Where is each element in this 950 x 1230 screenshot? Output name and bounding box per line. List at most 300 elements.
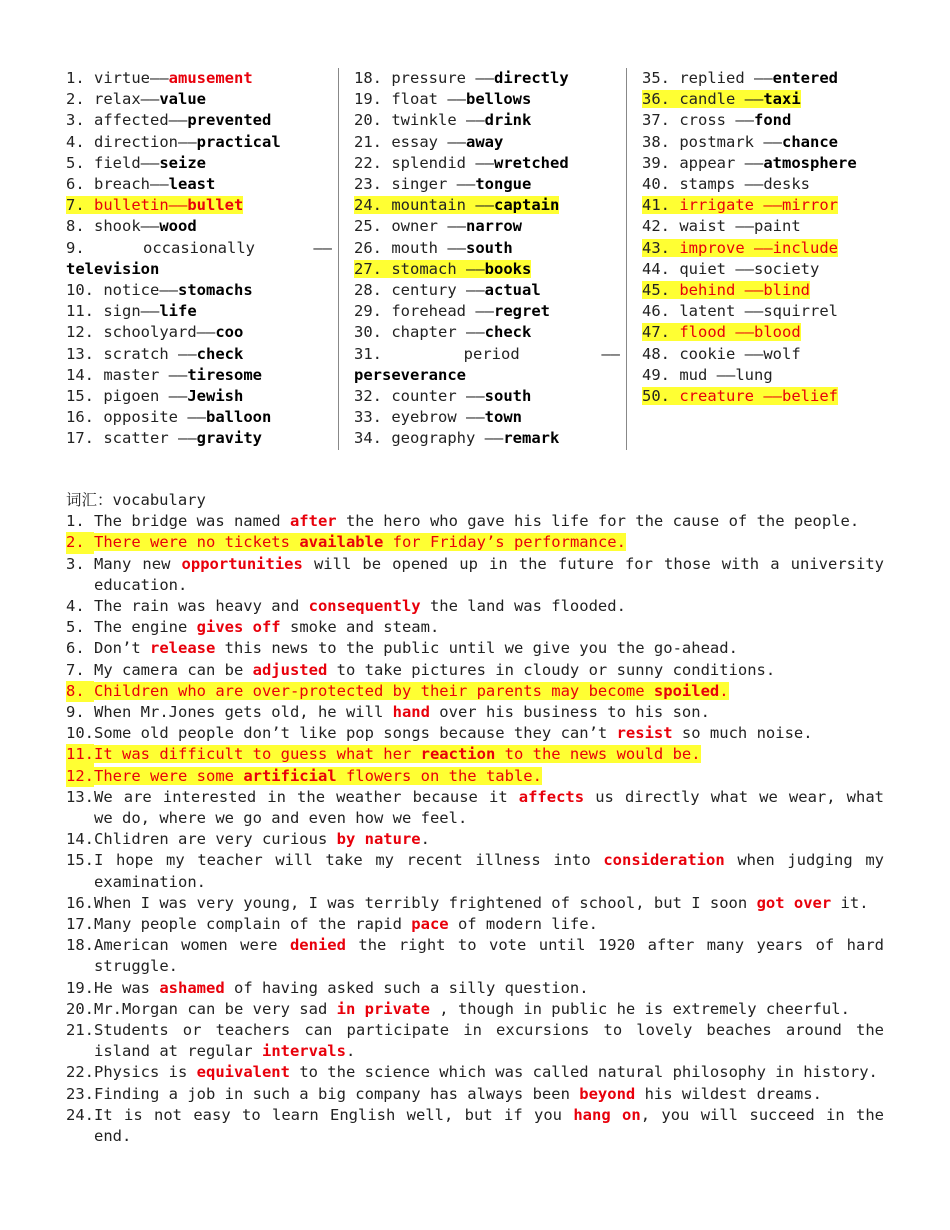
word: occasionally	[143, 238, 255, 257]
sentence-fragment: I hope my teacher will take my recent illness into	[94, 851, 604, 870]
sentence-fragment: When Mr.Jones gets old, he will	[94, 703, 393, 722]
word-pair-row	[354, 174, 620, 195]
word-pair-row	[642, 280, 862, 301]
word-pair	[354, 217, 522, 235]
keyword: after	[289, 512, 337, 531]
word: affected	[94, 111, 169, 130]
word-pair-row	[354, 68, 620, 89]
word: relax	[94, 90, 141, 109]
word: mouth	[391, 238, 448, 257]
word-pair	[66, 217, 197, 235]
dash: ——	[187, 408, 206, 427]
sentence-item	[66, 787, 884, 829]
sentence-number: 13.	[66, 787, 94, 806]
word: stomach	[391, 259, 466, 278]
item-number: 8.	[66, 217, 94, 236]
dash: ——	[196, 323, 216, 342]
sentence-number: 2.	[66, 532, 94, 553]
dash: ——	[465, 259, 485, 278]
word-pair-row	[354, 132, 620, 153]
answer-word: prevented	[187, 111, 272, 130]
dash: ——	[744, 175, 764, 194]
item-number: 40.	[642, 175, 680, 194]
sentence-text	[94, 978, 884, 999]
sentence-fragment: .	[719, 681, 729, 700]
word-pair	[642, 175, 810, 193]
word-pair	[354, 429, 559, 447]
word-pair-row	[66, 174, 332, 195]
sentence-item	[66, 723, 884, 744]
word-pair-row	[642, 386, 862, 407]
sentence-fragment: Many people complain of the rapid	[94, 915, 412, 934]
word-pair-row	[354, 280, 620, 301]
sentence-number: 16.	[66, 893, 94, 912]
sentence-fragment: over his business to his son.	[429, 703, 710, 722]
sentence-fragment: to the science which was called natural philosophy in history.	[289, 1063, 878, 1082]
sentence-text	[94, 554, 884, 596]
dash: ——	[465, 281, 485, 300]
keyword: affects	[518, 787, 585, 806]
answer-word: wolf	[763, 344, 801, 363]
sentence-fragment: The bridge was named	[94, 512, 290, 531]
dash: ——	[150, 69, 169, 87]
dash: ——	[744, 344, 764, 363]
answer-word: amusement	[168, 69, 253, 87]
word-pair	[354, 387, 531, 405]
word-pair	[642, 323, 801, 341]
word-pair-row	[354, 259, 620, 280]
word-pair-row	[66, 110, 332, 131]
sentence-number: 11.	[66, 744, 94, 765]
answer-word: tiresome	[187, 365, 262, 384]
word-pair	[642, 111, 791, 129]
item-number: 25.	[354, 217, 392, 236]
sentence-fragment: Students or teachers can participate in excursions to lovely beaches around the island at regular	[94, 1021, 884, 1061]
sentence-text	[94, 638, 884, 659]
sentence-fragment: Physics is	[94, 1063, 197, 1082]
word-pair-row	[642, 174, 862, 195]
dash: ——	[159, 281, 178, 300]
answer-word: life	[159, 302, 197, 321]
item-number: 49.	[642, 365, 680, 384]
answer-word: society	[754, 259, 820, 278]
sentence-item	[66, 978, 884, 999]
answer-word: coo	[215, 323, 244, 342]
dash: ——	[735, 111, 754, 130]
word-pair-row	[642, 259, 862, 280]
word: improve	[679, 238, 754, 257]
sentence-text	[94, 893, 884, 914]
word-pair	[642, 196, 838, 214]
word: virtue	[94, 69, 150, 87]
dash: ——	[763, 132, 782, 151]
answer-word: belief	[782, 387, 838, 406]
sentence-text	[94, 617, 884, 638]
word: creature	[679, 387, 764, 406]
sentence-number: 22.	[66, 1063, 94, 1082]
sentence-fragment: flowers on the table.	[336, 766, 542, 785]
word-pair-row	[66, 68, 332, 89]
word: shook	[94, 217, 141, 236]
word: bulletin	[94, 196, 169, 215]
word-pair	[354, 69, 569, 87]
dash: ——	[313, 238, 332, 257]
item-number: 22.	[354, 153, 392, 172]
item-number: 6.	[66, 175, 94, 194]
sentence-text	[94, 744, 884, 765]
dash: ——	[465, 323, 485, 342]
word-pair	[66, 387, 243, 405]
answer-word: tongue	[475, 175, 532, 194]
dash: ——	[140, 153, 160, 172]
item-number: 7.	[66, 196, 94, 215]
dash: ——	[168, 365, 188, 384]
item-number: 14.	[66, 365, 104, 384]
item-number: 32.	[354, 387, 392, 406]
sentence-fragment: , though in public he is extremely cheerful.	[429, 999, 850, 1018]
word-pair-row	[354, 216, 620, 237]
word-pair-row	[642, 322, 862, 343]
sentence-item	[66, 999, 884, 1020]
sentence-item	[66, 850, 884, 892]
word-pair-row	[66, 132, 332, 153]
sentence-number: 20.	[66, 999, 94, 1018]
word: flood	[679, 323, 736, 342]
answer-word: lung	[735, 365, 773, 384]
sentence-fragment: My camera can be	[94, 660, 253, 679]
sentence-number: 17.	[66, 915, 94, 934]
sentence-number: 8.	[66, 681, 94, 702]
word-pair	[642, 69, 838, 87]
word-pair	[642, 239, 838, 257]
word-pair-row	[354, 110, 620, 131]
sentence-text	[94, 1020, 884, 1062]
sentence-item	[66, 1020, 884, 1062]
answer-word: mirror	[782, 196, 838, 215]
answer-word: blind	[763, 281, 810, 300]
answer-word: stomachs	[178, 281, 253, 300]
sentence-fragment: When I was very young, I was terribly frightened of school, but I soon	[94, 893, 757, 912]
word-pair	[66, 429, 262, 447]
item-number: 23.	[354, 175, 392, 194]
item-number: 29.	[354, 302, 392, 321]
sentence-fragment: There were no tickets	[94, 533, 300, 552]
sentence-item	[66, 702, 884, 723]
vocabulary-title: 词汇：vocabulary	[66, 491, 206, 509]
word: breach	[94, 175, 150, 194]
word-pair-row	[354, 407, 620, 428]
word-pair	[66, 133, 281, 151]
item-number: 5.	[66, 153, 94, 172]
sentence-fragment: to the news would be.	[495, 745, 701, 764]
word: chapter	[391, 323, 466, 342]
sentence-fragment: .	[345, 1042, 356, 1061]
word-pair	[354, 239, 513, 257]
answer-word: perseverance	[354, 365, 466, 384]
answer-word: value	[159, 90, 207, 109]
word-pair-row	[66, 322, 332, 343]
dash: ——	[475, 153, 494, 172]
item-number: 34.	[354, 429, 392, 448]
word: float	[391, 90, 448, 109]
dash: ——	[447, 217, 466, 236]
sentence-item	[66, 1105, 884, 1147]
keyword: adjusted	[252, 660, 328, 679]
answer-word: balloon	[206, 408, 272, 427]
item-number: 27.	[354, 259, 392, 278]
word-pair-row	[354, 238, 620, 259]
item-number: 4.	[66, 132, 94, 151]
item-number: 19.	[354, 90, 392, 109]
word-pair	[354, 408, 522, 426]
item-number: 21.	[354, 132, 392, 151]
highlighted-sentence	[94, 767, 542, 785]
sentence-number: 5.	[66, 618, 85, 637]
answer-word: check	[484, 323, 532, 342]
word-pair	[66, 154, 206, 172]
word: notice	[103, 281, 160, 300]
word-pair-row	[66, 195, 332, 216]
word-pair-row	[354, 386, 620, 407]
word: century	[391, 281, 466, 300]
answer-word: narrow	[466, 217, 522, 236]
sentence-fragment: Children who are over-protected by their parents may become	[94, 681, 654, 700]
sentence-fragment: Some old people don’t like pop songs because they can’t	[94, 724, 617, 743]
sentence-number: 24.	[66, 1105, 94, 1124]
sentence-item	[66, 829, 884, 850]
keyword: intervals	[261, 1042, 346, 1061]
sentence-number: 19.	[66, 978, 94, 997]
sentence-text	[94, 660, 884, 681]
answer-word: remark	[503, 429, 560, 448]
answer-word: Jewish	[187, 387, 244, 406]
dash: ——	[753, 69, 773, 87]
word-pair	[354, 260, 531, 278]
answer-word: chance	[782, 132, 838, 151]
item-number: 42.	[642, 217, 680, 236]
dash: ——	[475, 69, 494, 87]
word: sign	[103, 302, 141, 321]
highlighted-sentence	[94, 745, 701, 763]
answer-word: least	[168, 175, 216, 194]
sentence-text	[94, 511, 884, 532]
word-pair-row	[642, 365, 862, 386]
answer-word: taxi	[763, 90, 801, 109]
keyword: equivalent	[196, 1063, 290, 1082]
dash: ——	[735, 259, 754, 278]
item-number: 2.	[66, 90, 94, 109]
item-number: 33.	[354, 408, 392, 427]
keyword: consequently	[308, 597, 421, 616]
word: singer	[391, 175, 457, 194]
dash: ——	[484, 429, 504, 448]
word-pair	[66, 90, 206, 108]
item-number: 47.	[642, 323, 680, 342]
sentence-fragment: The rain was heavy and	[94, 597, 309, 616]
item-number: 18.	[354, 69, 392, 87]
sentence-fragment: .	[420, 830, 430, 849]
sentence-text	[94, 1105, 884, 1147]
sentence-fragment: for Friday’s performance.	[383, 533, 626, 552]
item-number: 37.	[642, 111, 680, 130]
sentence-text	[94, 596, 884, 617]
sentence-text	[94, 702, 884, 723]
item-number: 48.	[642, 344, 680, 363]
word-pair	[66, 111, 271, 129]
dash: ——	[475, 302, 494, 321]
dash: ——	[177, 429, 197, 448]
sentence-text	[94, 829, 884, 850]
word: opposite	[103, 408, 188, 427]
sentence-item	[66, 744, 884, 765]
item-number: 44.	[642, 259, 680, 278]
word: latent	[679, 302, 745, 321]
word-pair-line	[66, 238, 332, 259]
word: scratch	[103, 344, 178, 363]
keyword: beyond	[579, 1084, 636, 1103]
word-pair-row	[642, 195, 862, 216]
word-pair-row	[354, 153, 620, 174]
dash: ——	[140, 217, 160, 236]
dash: ——	[744, 90, 764, 109]
word-column-3	[626, 68, 862, 450]
keyword: pace	[411, 915, 449, 934]
sentence-number: 6.	[66, 639, 85, 658]
word-pair	[354, 90, 531, 108]
sentence-fragment: the right to vote until 1920 after many years of hard struggle.	[94, 936, 884, 976]
word-column-2	[338, 68, 626, 450]
sentence-text	[94, 1062, 884, 1083]
word-pair	[66, 281, 253, 299]
answer-word: directly	[494, 69, 569, 87]
sentence-number: 23.	[66, 1084, 94, 1103]
word-pair	[642, 302, 838, 320]
sentence-item	[66, 532, 884, 553]
word-pair-row	[354, 322, 620, 343]
answer-word: desks	[763, 175, 810, 194]
answer-word: entered	[772, 69, 838, 87]
item-number: 12.	[66, 323, 104, 342]
answer-word: actual	[484, 281, 541, 300]
sentence-text	[94, 787, 884, 829]
sentence-fragment: smoke and steam.	[280, 618, 440, 637]
sentence-fragment: the land was flooded.	[420, 597, 626, 616]
sentence-text	[94, 914, 884, 935]
answer-word: seize	[159, 153, 207, 172]
keyword: got over	[756, 893, 832, 912]
word-pair	[642, 281, 810, 299]
answer-word: bullet	[187, 196, 244, 215]
sentence-fragment: to take pictures in cloudy or sunny conditions.	[327, 660, 776, 679]
word-pair	[354, 302, 550, 320]
word-pair	[642, 260, 819, 278]
dash: ——	[168, 387, 188, 406]
word: master	[103, 365, 169, 384]
dash: ——	[744, 153, 764, 172]
sentence-fragment: The engine	[94, 618, 197, 637]
sentence-item	[66, 638, 884, 659]
word: cookie	[679, 344, 745, 363]
sentence-fragment: We are interested in the weather because it	[94, 787, 519, 806]
word-pair-row	[66, 153, 332, 174]
dash: ——	[716, 365, 736, 384]
word: irrigate	[679, 196, 764, 215]
keyword: hand	[392, 703, 430, 722]
sentence-fragment: us directly what we wear, what we do, where we go and even how we feel.	[94, 787, 884, 828]
word-pair-row	[66, 407, 332, 428]
keyword: spoiled	[653, 681, 720, 700]
answer-word: away	[466, 132, 504, 151]
item-number: 28.	[354, 281, 392, 300]
dash: ——	[140, 90, 160, 109]
item-number: 26.	[354, 238, 392, 257]
word: essay	[391, 132, 448, 151]
dash: ——	[753, 238, 773, 257]
word-pair	[66, 175, 215, 193]
word: splendid	[391, 153, 476, 172]
sentence-fragment: the hero who gave his life for the cause of the people.	[336, 512, 860, 531]
sentence-number: 10.	[66, 724, 94, 743]
sentence-fragment: it.	[831, 893, 869, 912]
word-pair-row	[66, 344, 332, 365]
item-number: 11.	[66, 302, 104, 321]
dash: ——	[447, 90, 466, 109]
sentence-number: 1.	[66, 512, 85, 531]
dash: ——	[447, 238, 466, 257]
sentence-fragment: of having asked such a silly question.	[224, 978, 589, 997]
sentence-text	[94, 766, 884, 787]
sentence-text	[94, 1084, 884, 1105]
word-pair	[642, 90, 801, 108]
dash: ——	[735, 217, 754, 236]
word-pair	[66, 69, 253, 87]
sentence-text	[94, 723, 884, 744]
sentence-fragment: It is not easy to learn English well, but if you	[94, 1105, 574, 1124]
word: geography	[391, 429, 485, 448]
word-pair-row	[66, 428, 332, 449]
sentence-fragment: Finding a job in such a big company has always been	[94, 1084, 580, 1103]
sentence-fragment: Mr.Morgan can be very sad	[94, 999, 337, 1018]
word-pair-row	[66, 365, 332, 386]
vocabulary-section	[66, 490, 884, 1147]
sentence-number: 4.	[66, 597, 85, 616]
sentence-item	[66, 893, 884, 914]
sentence-item	[66, 681, 884, 702]
keyword: hang on	[573, 1105, 641, 1124]
word-pair	[66, 302, 197, 320]
sentence-number: 14.	[66, 830, 94, 849]
sentence-number: 18.	[66, 936, 94, 955]
word: eyebrow	[391, 408, 466, 427]
sentence-fragment: so much noise.	[672, 724, 813, 743]
dash: ——	[465, 387, 485, 406]
sentence-fragment: his wildest dreams.	[635, 1084, 822, 1103]
keyword: reaction	[420, 745, 496, 764]
sentence-fragment: Many new	[94, 554, 182, 573]
word: mud	[679, 365, 717, 384]
word-pair-row	[354, 195, 620, 216]
word-pair-row	[642, 216, 862, 237]
item-number: 17.	[66, 429, 104, 448]
sentence-fragment: when judging my examination.	[94, 851, 885, 891]
answer-word: regret	[494, 302, 550, 321]
item-number: 3.	[66, 111, 94, 130]
sentence-number: 7.	[66, 660, 85, 679]
word-pair-row	[66, 238, 332, 280]
word: direction	[94, 132, 178, 151]
answer-word: wood	[159, 217, 197, 236]
sentence-text	[94, 681, 884, 702]
